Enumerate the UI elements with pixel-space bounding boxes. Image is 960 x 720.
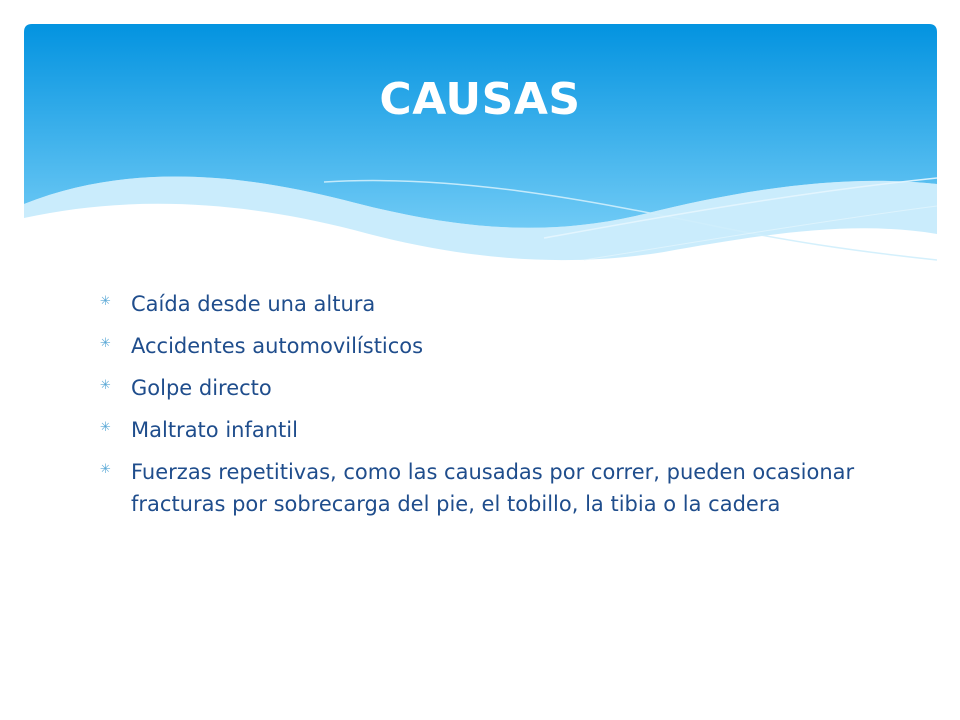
bullet-text: Golpe directo: [131, 376, 272, 400]
list-item: [100, 330, 870, 362]
list-item: [100, 456, 870, 520]
bullet-text: Maltrato infantil: [131, 418, 298, 442]
bullet-text: Accidentes automovilísticos: [131, 334, 424, 358]
asterisk-bullet-icon: ✳: [100, 378, 111, 393]
asterisk-bullet-icon: ✳: [100, 294, 111, 309]
list-item: [100, 372, 870, 404]
header-wave-banner: [24, 24, 937, 274]
bullet-text: Caída desde una altura: [131, 292, 376, 316]
asterisk-bullet-icon: ✳: [100, 420, 111, 435]
asterisk-bullet-icon: ✳: [100, 462, 111, 477]
bullet-text: Fuerzas repetitivas, como las causadas por correr, pueden ocasionar fracturas por sobrecarga del pie, el tobillo, la tibia o la cadera: [131, 460, 855, 516]
bullet-list: [100, 288, 870, 530]
slide-title: CAUSAS: [379, 74, 581, 125]
list-item: [100, 414, 870, 446]
list-item: [100, 288, 870, 320]
asterisk-bullet-icon: ✳: [100, 336, 111, 351]
